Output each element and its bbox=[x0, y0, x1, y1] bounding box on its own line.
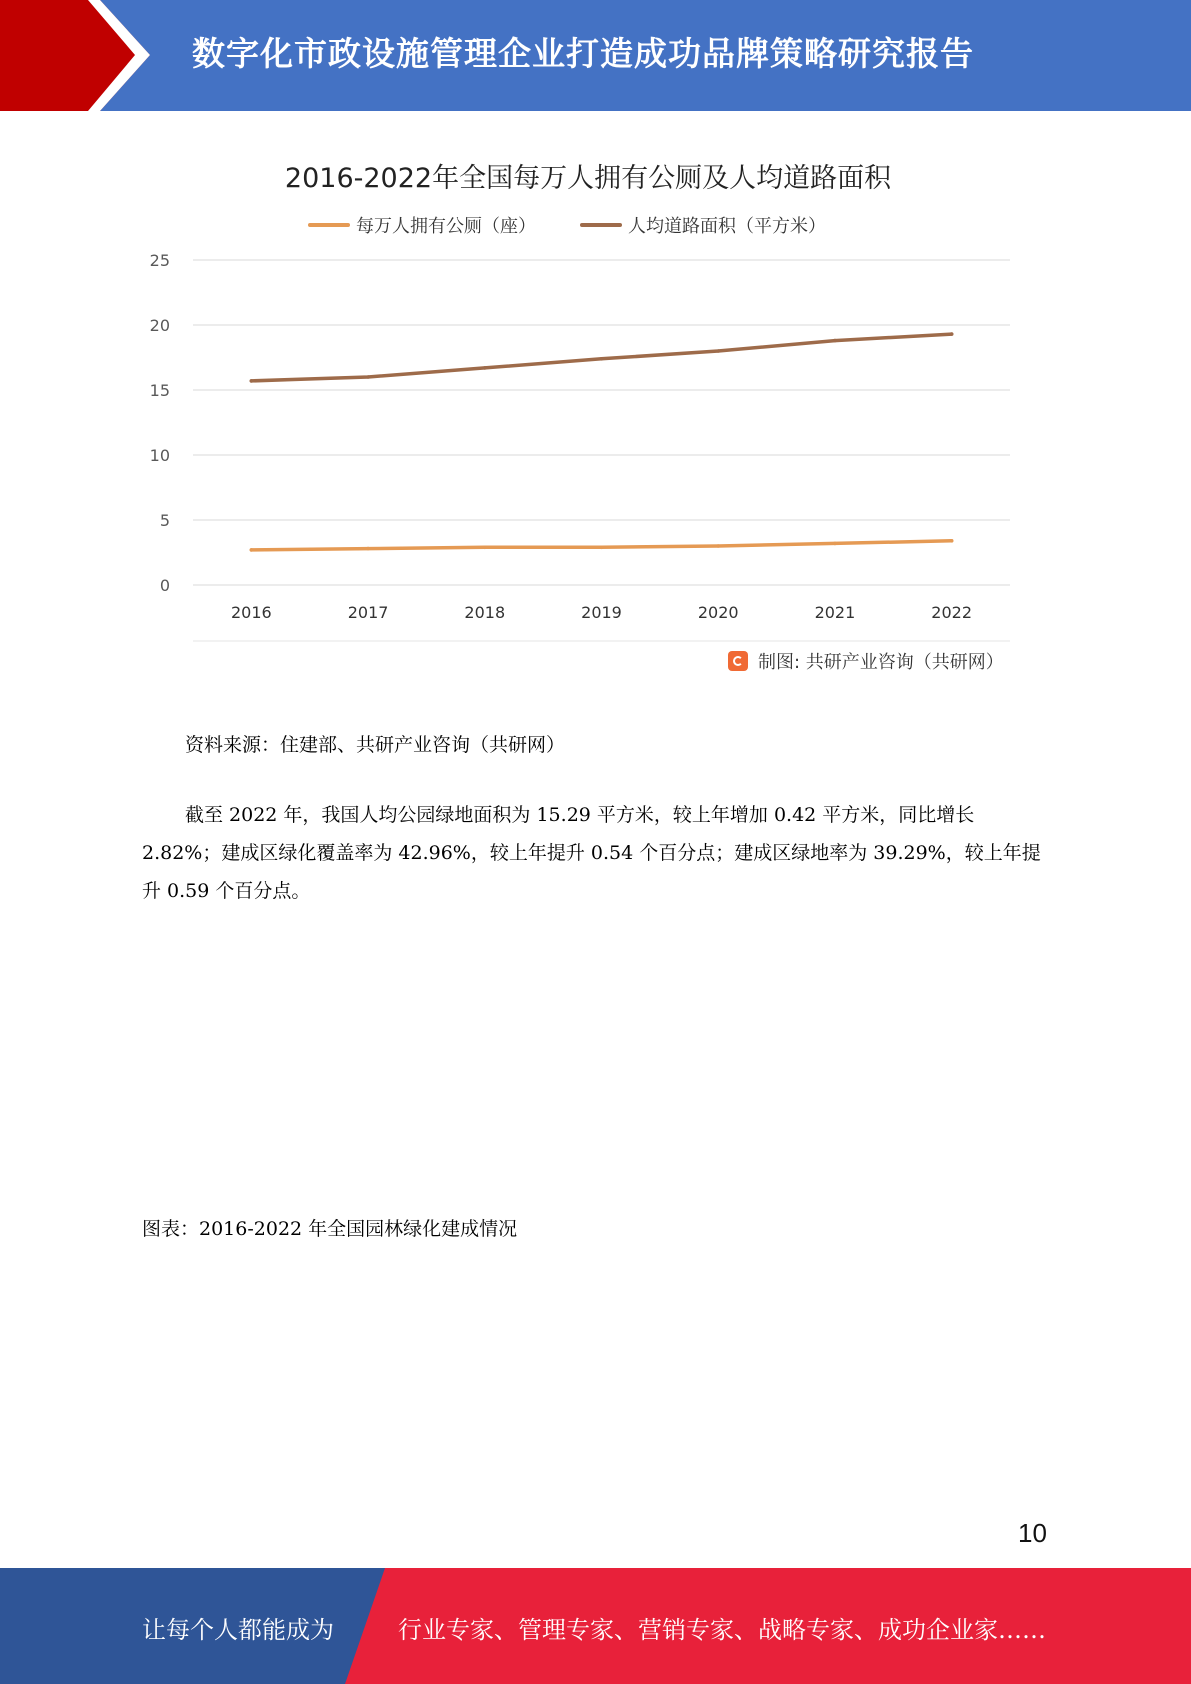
body-paragraph: 截至 2022 年，我国人均公园绿地面积为 15.29 平方米，较上年增加 0.42 平方米，同比增长 2.82%；建成区绿化覆盖率为 42.96%，较上年提升 0.54 个百分点；建成区绿地率为 39.29%，较上年提升 0.59 个百分点。 bbox=[142, 804, 1041, 902]
page-footer bbox=[0, 1568, 1191, 1684]
figure-caption: 图表：2016-2022 年全国园林绿化建成情况 bbox=[142, 1218, 518, 1240]
legend-item-toilets bbox=[308, 212, 536, 238]
data-point bbox=[250, 548, 254, 552]
data-point bbox=[950, 539, 954, 543]
data-point bbox=[483, 366, 487, 370]
data-point bbox=[716, 544, 720, 548]
chart-legend bbox=[308, 213, 826, 237]
gonyn-logo-icon bbox=[728, 651, 748, 671]
chart-credit-text: 制图: 共研产业咨询（共研网） bbox=[758, 652, 1004, 673]
data-point bbox=[250, 379, 254, 383]
legend-label-road-area: 人均道路面积（平方米） bbox=[628, 216, 826, 237]
data-point bbox=[716, 349, 720, 353]
data-point bbox=[950, 332, 954, 336]
y-tick-label: 0 bbox=[159, 576, 170, 595]
page-header bbox=[0, 0, 1191, 111]
data-point bbox=[833, 542, 837, 546]
legend-swatch-road-area bbox=[580, 223, 622, 227]
x-tick-label: 2019 bbox=[581, 603, 622, 622]
x-tick-label: 2018 bbox=[464, 603, 506, 622]
y-tick-label: 25 bbox=[149, 251, 170, 270]
y-tick-label: 5 bbox=[159, 511, 170, 530]
data-point bbox=[833, 339, 837, 343]
legend-item-road-area bbox=[580, 212, 826, 238]
x-tick-label: 2020 bbox=[697, 603, 739, 622]
report-title: 数字化市政设施管理企业打造成功品牌策略研究报告 bbox=[192, 34, 974, 73]
x-tick-label: 2022 bbox=[931, 603, 973, 622]
source-note: 资料来源：住建部、共研产业咨询（共研网） bbox=[185, 734, 566, 756]
data-point bbox=[366, 547, 370, 551]
chart-credit bbox=[728, 648, 1004, 674]
data-point bbox=[483, 546, 487, 550]
footer-slogan-left: 让每个人都能成为 bbox=[142, 1616, 334, 1644]
page-number: 10 bbox=[1018, 1518, 1047, 1548]
data-point bbox=[600, 546, 604, 550]
y-tick-label: 20 bbox=[149, 316, 170, 335]
data-point bbox=[600, 357, 604, 361]
x-tick-label: 2017 bbox=[347, 603, 389, 622]
y-tick-label: 15 bbox=[149, 381, 170, 400]
legend-swatch-toilets bbox=[308, 223, 350, 227]
data-point bbox=[366, 375, 370, 379]
x-tick-label: 2021 bbox=[814, 603, 856, 622]
x-tick-label: 2016 bbox=[230, 603, 272, 622]
line-chart bbox=[128, 140, 1048, 690]
chart-title: 2016-2022年全国每万人拥有公厕及人均道路面积 bbox=[284, 163, 892, 194]
footer-slogan-right: 行业专家、管理专家、营销专家、战略专家、成功企业家…… bbox=[398, 1616, 1046, 1644]
legend-label-toilets: 每万人拥有公厕（座） bbox=[356, 216, 536, 237]
y-tick-label: 10 bbox=[149, 446, 170, 465]
